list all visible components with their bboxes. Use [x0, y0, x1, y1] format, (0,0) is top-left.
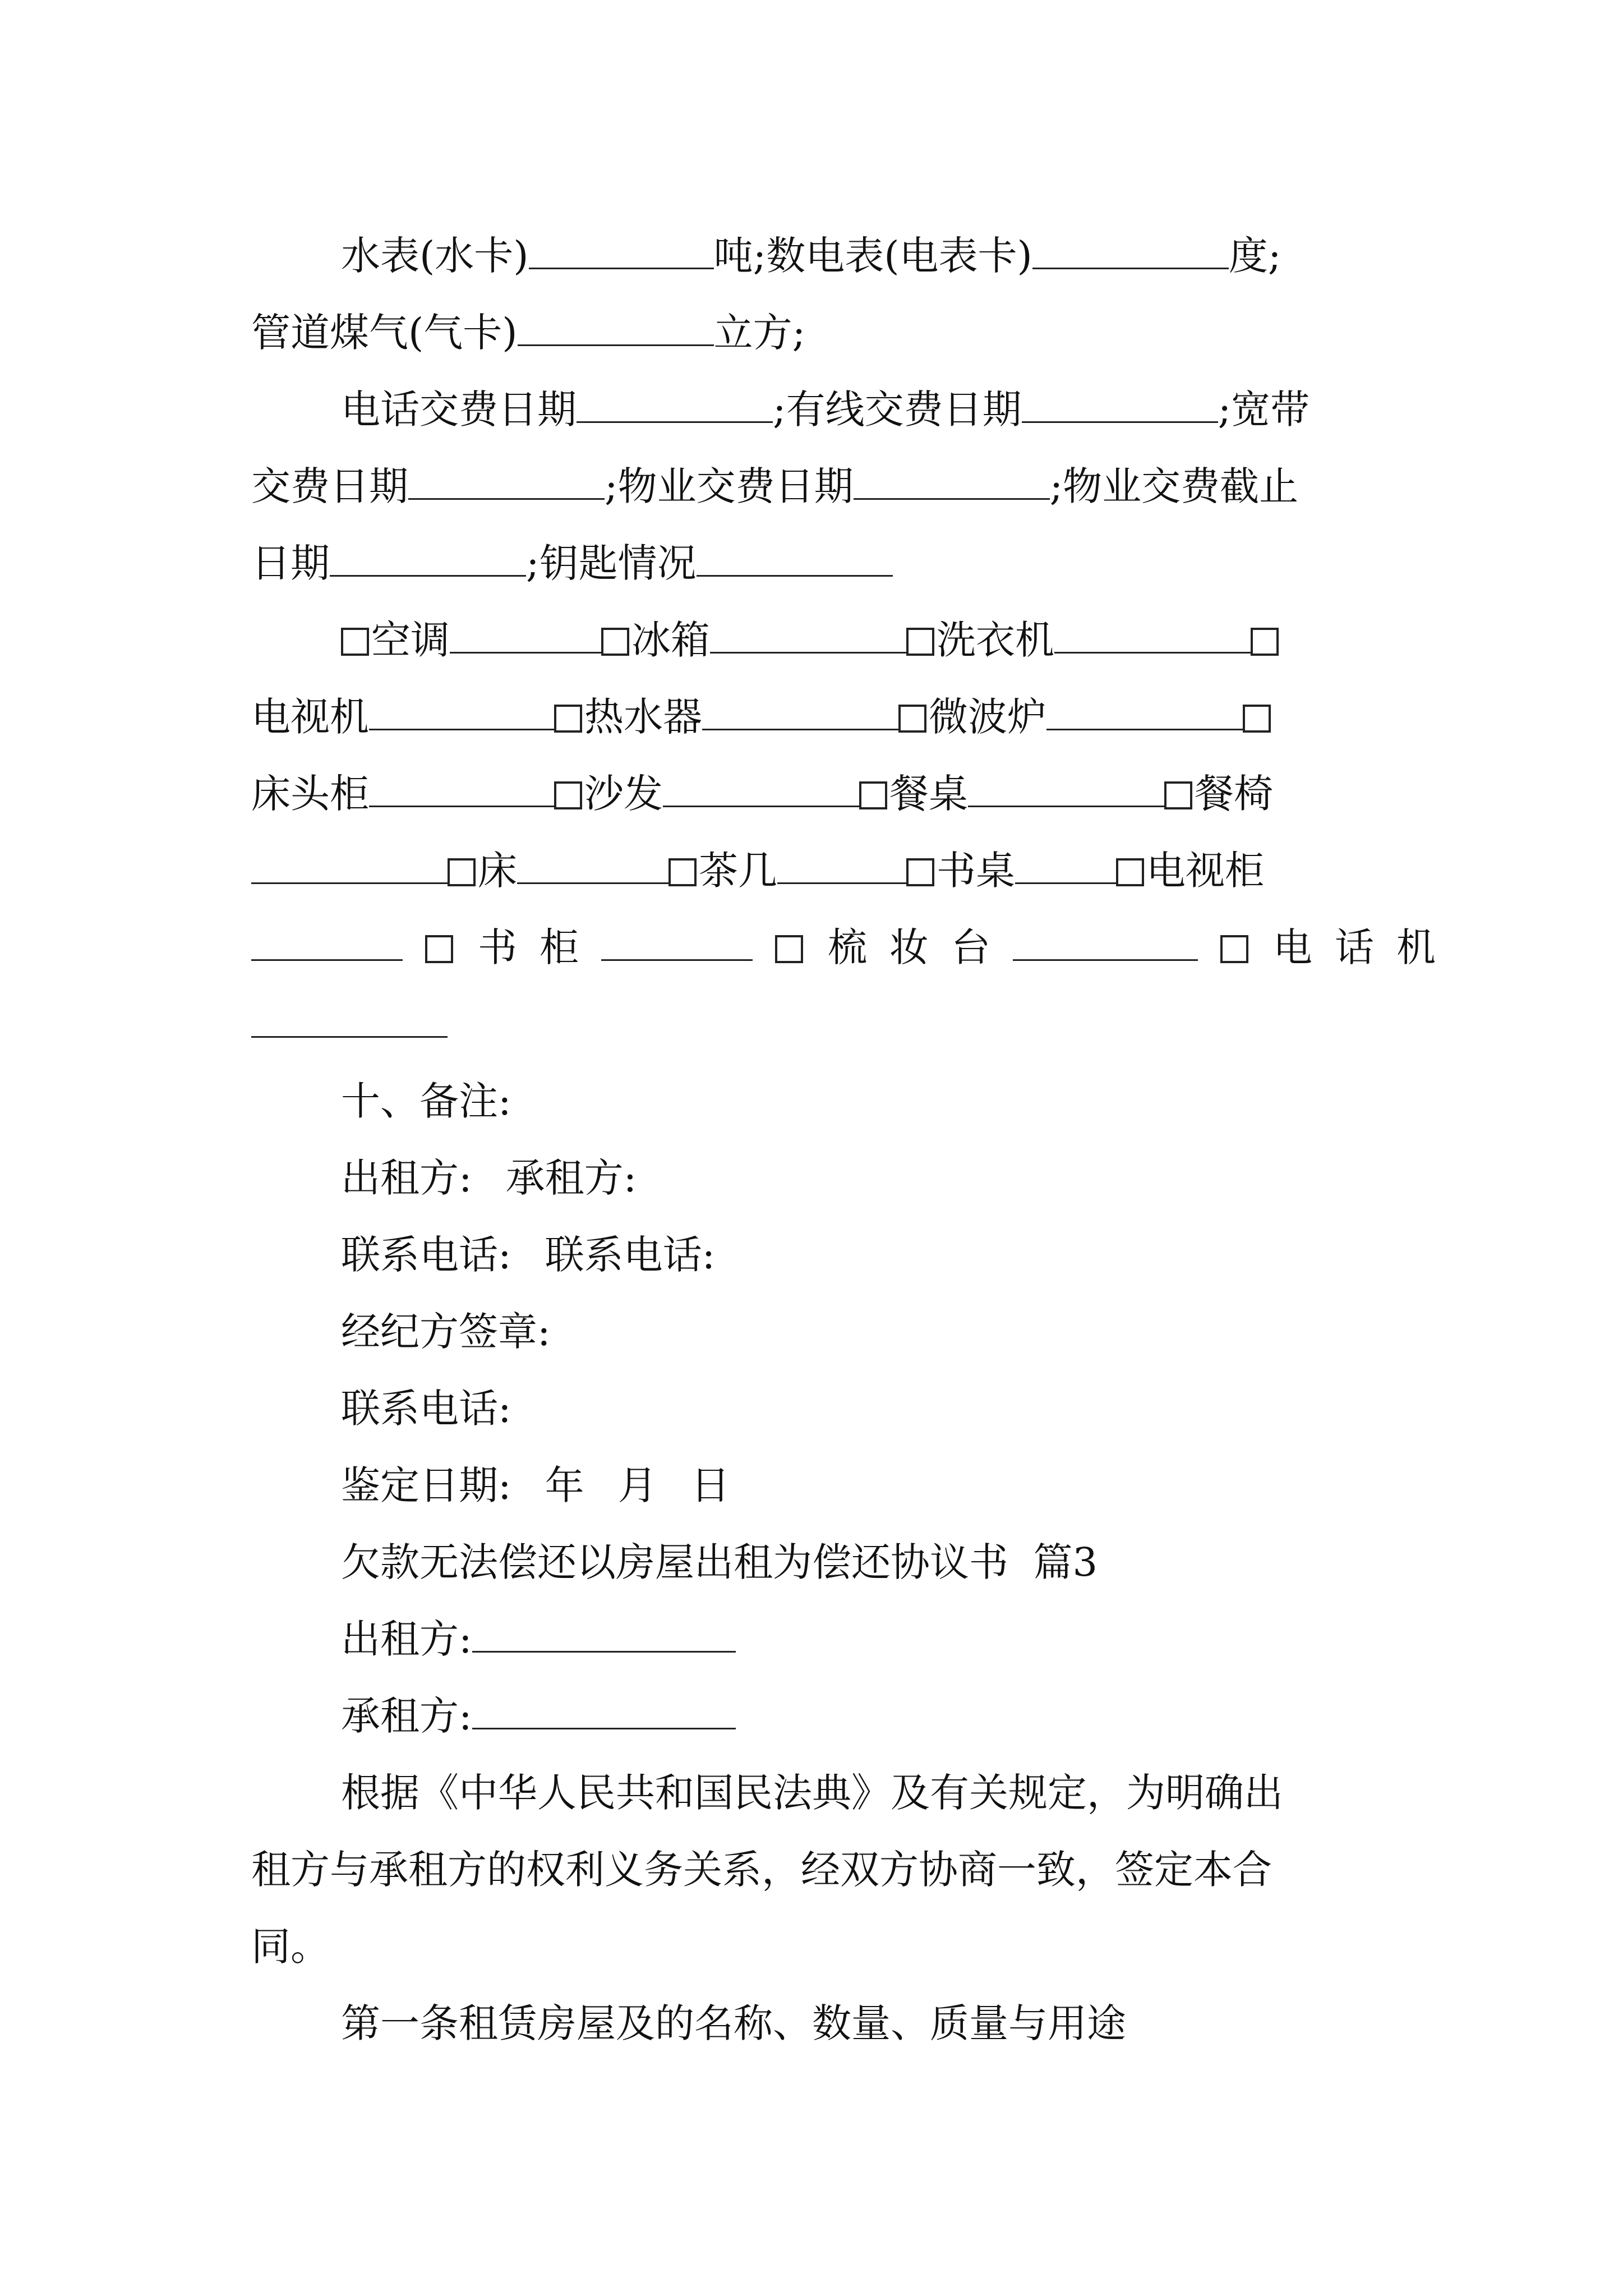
- property-fee-blank[interactable]: [854, 462, 1050, 500]
- agent-seal-label: 经纪方签章:: [341, 1309, 551, 1355]
- washer-label: 洗衣机: [937, 617, 1054, 663]
- contract-lessor-label: 出租方:: [341, 1616, 472, 1662]
- dresser-blank[interactable]: [1013, 923, 1198, 961]
- fridge-label: 冰箱: [631, 617, 710, 663]
- appliance-row-2: [251, 679, 1395, 756]
- telephone-checkbox[interactable]: [1220, 935, 1248, 963]
- bookcase-label: 书柜: [478, 924, 601, 970]
- day-label: 日: [690, 1462, 730, 1508]
- remarks-heading: 十、备注:: [341, 1078, 511, 1124]
- party-signature-line: [251, 1140, 1395, 1217]
- telephone-label: 电话机: [1273, 924, 1458, 970]
- utility-meter-line: [251, 218, 1395, 295]
- dining-chair-label: 餐椅: [1195, 771, 1273, 817]
- appraisal-date-label: 鉴定日期:: [341, 1462, 511, 1508]
- fee-dates-line-3: [251, 525, 1395, 602]
- dresser-checkbox[interactable]: [775, 935, 803, 963]
- gas-unit-label: 立方;: [713, 310, 806, 356]
- telephone-blank[interactable]: [251, 1000, 448, 1038]
- tv-label: 电视机: [251, 694, 369, 740]
- dining-table-blank[interactable]: [968, 770, 1164, 807]
- contract-lessee-line: [251, 1678, 1395, 1755]
- intro-paragraph-line-1: 根据《中华人民共和国民法典》及有关规定，为明确出: [341, 1770, 1283, 1816]
- bed-label: 床: [478, 848, 517, 894]
- broadband-fee-blank[interactable]: [408, 462, 605, 500]
- intro-paragraph-line-3: 同。: [251, 1924, 330, 1970]
- bookcase-blank[interactable]: [601, 923, 753, 961]
- heater-checkbox[interactable]: [554, 705, 582, 733]
- lessor-phone-label: 联系电话:: [341, 1232, 511, 1278]
- tea-table-label: 茶几: [699, 848, 777, 894]
- property-end-label-2: 日期: [251, 540, 330, 586]
- lessee-sign-label: 承租方:: [505, 1155, 637, 1201]
- ac-blank[interactable]: [450, 616, 601, 654]
- appliance-row-3: [251, 756, 1395, 832]
- water-meter-blank[interactable]: [529, 232, 714, 269]
- dining-table-label: 餐桌: [889, 771, 968, 817]
- party-phone-line: [251, 1217, 1395, 1294]
- bookcase-checkbox[interactable]: [425, 935, 453, 963]
- agent-phone-label: 联系电话:: [341, 1386, 511, 1432]
- keys-label: ;钥匙情况: [526, 540, 697, 586]
- intro-paragraph-line-2: 租方与承租方的权利义务关系，经双方协商一致，签定本合: [251, 1847, 1272, 1893]
- tv-cabinet-checkbox[interactable]: [1116, 858, 1144, 886]
- nightstand-blank[interactable]: [369, 770, 554, 807]
- water-meter-label: 水表(水卡): [341, 233, 529, 279]
- washer-checkbox[interactable]: [906, 628, 934, 656]
- sofa-label: 沙发: [584, 771, 663, 817]
- dining-table-checkbox[interactable]: [859, 781, 887, 809]
- contract-lessor-line: [251, 1601, 1395, 1678]
- contract-lessee-blank[interactable]: [472, 1692, 736, 1729]
- gas-meter-blank[interactable]: [518, 309, 714, 346]
- power-unit-label: 度;: [1228, 233, 1281, 279]
- bed-blank[interactable]: [517, 846, 668, 884]
- tea-table-checkbox[interactable]: [668, 858, 697, 886]
- phone-fee-blank[interactable]: [577, 385, 773, 423]
- month-label: 月: [617, 1462, 657, 1508]
- heater-label: 热水器: [584, 694, 702, 740]
- broadband-fee-label: ;宽带: [1218, 386, 1310, 432]
- fee-dates-line-2: [251, 448, 1395, 525]
- tea-table-blank[interactable]: [777, 846, 906, 884]
- microwave-label: 微波炉: [929, 694, 1046, 740]
- appliance-row-4: [251, 832, 1395, 909]
- fridge-blank[interactable]: [710, 616, 906, 654]
- tv-checkbox[interactable]: [1251, 628, 1279, 656]
- gas-meter-line: [251, 295, 1395, 371]
- sofa-blank[interactable]: [663, 770, 859, 807]
- document-page: [251, 218, 1458, 2062]
- microwave-blank[interactable]: [1046, 693, 1243, 730]
- contract-lessee-label: 承租方:: [341, 1693, 472, 1739]
- desk-label: 书桌: [937, 848, 1015, 894]
- lessee-phone-label: 联系电话:: [545, 1232, 716, 1278]
- appliance-row-5: [251, 909, 1458, 986]
- microwave-checkbox[interactable]: [898, 705, 926, 733]
- property-fee-label: ;物业交费日期: [605, 463, 854, 509]
- desk-checkbox[interactable]: [906, 858, 934, 886]
- appliance-row-1: [251, 602, 1395, 679]
- heater-blank[interactable]: [702, 693, 898, 730]
- property-end-blank[interactable]: [330, 539, 526, 577]
- washer-blank[interactable]: [1054, 616, 1251, 654]
- tv-cabinet-label: 电视柜: [1146, 848, 1264, 894]
- property-end-label: ;物业交费截止: [1049, 463, 1299, 509]
- sofa-checkbox[interactable]: [554, 781, 582, 809]
- fridge-checkbox[interactable]: [601, 628, 629, 656]
- desk-blank[interactable]: [1015, 846, 1116, 884]
- contract-lessor-blank[interactable]: [472, 1615, 736, 1653]
- power-meter-blank[interactable]: [1032, 232, 1229, 269]
- cable-fee-blank[interactable]: [1022, 385, 1218, 423]
- nightstand-checkbox[interactable]: [1243, 705, 1271, 733]
- dresser-label: 梳妆台: [828, 924, 1013, 970]
- contract-title: 欠款无法偿还以房屋出租为偿还协议书 篇3: [341, 1539, 1098, 1585]
- ac-label: 空调: [371, 617, 450, 663]
- article-1-heading: 第一条租赁房屋及的名称、数量、质量与用途: [341, 2000, 1126, 2046]
- water-unit-label: 吨;数电表(电表卡): [713, 233, 1032, 279]
- bed-checkbox[interactable]: [448, 858, 476, 886]
- dining-chair-blank[interactable]: [251, 846, 448, 884]
- appraisal-date-line: [251, 1447, 1395, 1524]
- broadband-fee-label-2: 交费日期: [251, 463, 408, 509]
- keys-blank[interactable]: [697, 539, 893, 577]
- year-label: 年: [545, 1462, 584, 1508]
- phone-fee-label: 电话交费日期: [341, 386, 577, 432]
- lessor-sign-label: 出租方:: [341, 1155, 472, 1201]
- tv-blank[interactable]: [369, 693, 554, 730]
- cable-fee-label: ;有线交费日期: [773, 386, 1022, 432]
- dining-chair-checkbox[interactable]: [1164, 781, 1192, 809]
- ac-checkbox[interactable]: [341, 628, 369, 656]
- nightstand-label: 床头柜: [251, 771, 369, 817]
- appliance-row-6: [251, 986, 1395, 1063]
- gas-meter-label: 管道煤气(气卡): [251, 310, 518, 356]
- tv-cabinet-blank[interactable]: [251, 923, 403, 961]
- fee-dates-line-1: [251, 371, 1395, 448]
